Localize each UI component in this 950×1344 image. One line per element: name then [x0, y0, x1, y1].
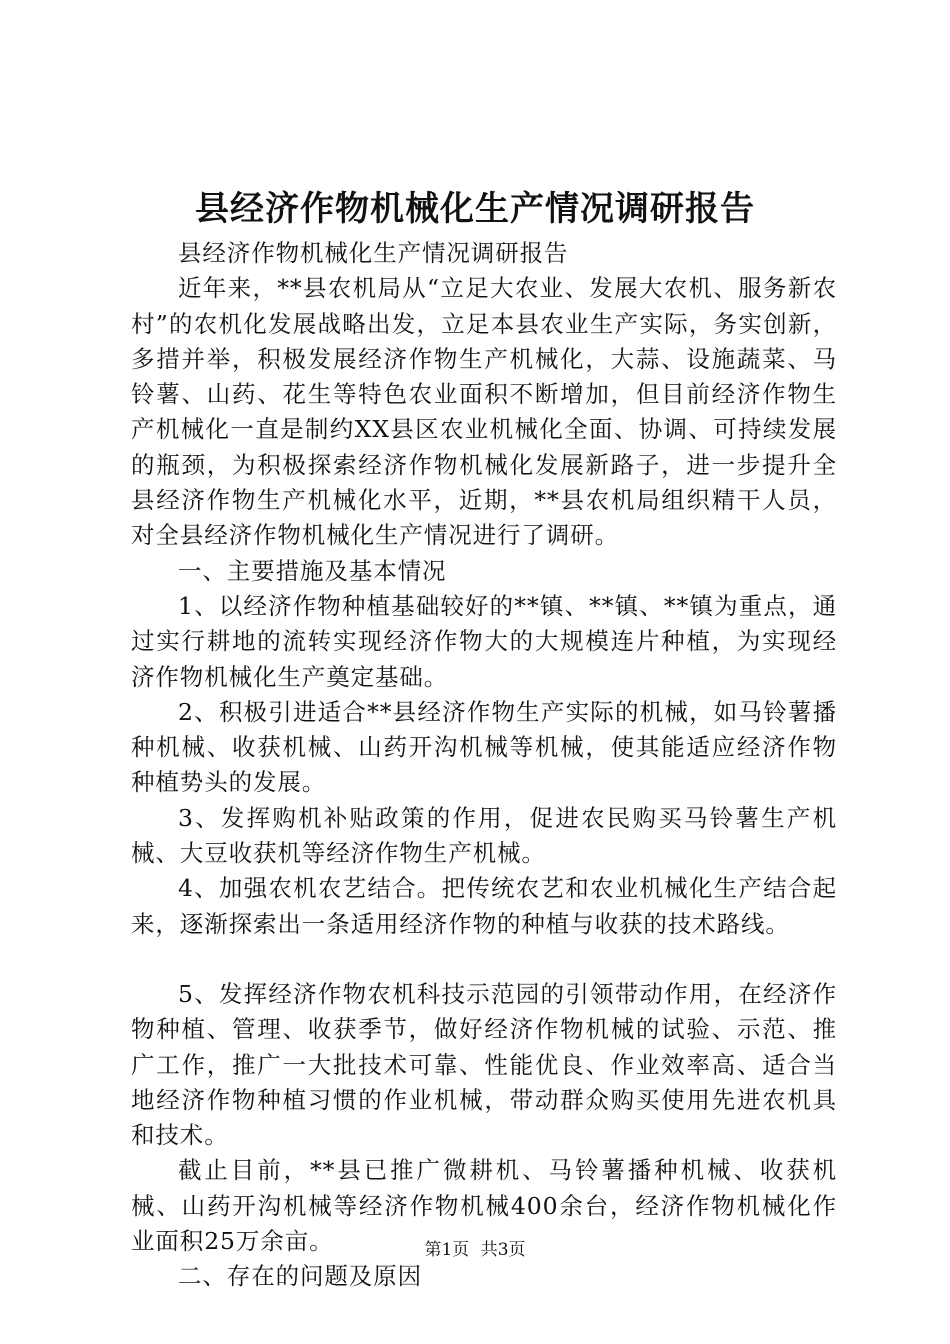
paragraph-measure-3: 3、发挥购机补贴政策的作用，促进农民购买马铃薯生产机械、大豆收获机等经济作物生产机械。 — [131, 803, 837, 868]
paragraph-measure-4: 4、加强农机农艺结合。把传统农艺和农业机械化生产结合起来，逐渐探索出一条适用经济作物的种植与收获的技术路线。 — [131, 874, 837, 938]
paragraph-measure-5: 5、发挥经济作物农机科技示范园的引领带动作用，在经济作物种植、管理、收获季节，做好经济作物机械的试验、示范、推广工作，推广一大批技术可靠、性能优良、作业效率高、适合当地经济作物种植习惯的作业机械，带动群众购买使用先进农机具和技术。 — [131, 979, 837, 1150]
paragraph-measure-2: 2、积极引进适合**县经济作物生产实际的机械，如马铃薯播种机械、收获机械、山药开沟机械等机械，使其能适应经济作物种植势头的发展。 — [131, 697, 837, 797]
document-title: 县经济作物机械化生产情况调研报告 — [195, 189, 755, 229]
paragraph-measure-1: 1、以经济作物种植基础较好的**镇、**镇、**镇为重点，通过实行耕地的流转实现经济作物大的大规模连片种植，为实现经济作物机械化生产奠定基础。 — [131, 591, 837, 691]
page-number: 第1页 — [424, 1240, 470, 1260]
paragraph-subtitle: 县经济作物机械化生产情况调研报告 — [178, 239, 569, 267]
page-total: 共3页 — [480, 1240, 526, 1260]
section-heading-problems: 二、存在的问题及原因 — [178, 1262, 422, 1291]
document-body — [131, 236, 837, 1295]
paragraph-summary: 截止目前，**县已推广微耕机、马铃薯播种机械、收获机械、山药开沟机械等经济作物机械400余台，经济作物机械化作业面积25万余亩。 — [131, 1156, 837, 1256]
section-heading-measures: 一、主要措施及基本情况 — [178, 556, 447, 585]
paragraph-intro: 近年来，**县农机局从“立足大农业、发展大农机、服务新农村”的农机化发展战略出发，立足本县农业生产实际，务实创新，多措并举，积极发展经济作物生产机械化，大蒜、设施蔬菜、马铃薯、山药、花生等特色农业面积不断增加，但目前经济作物生产机械化一直是制约XX县区农业机械化全面、协调、可持续发展的瓶颈，为积极探索经济作物机械化发展新路子，进一步提升全县经济作物生产机械化水平，近期，**县农机局组织精干人员，对全县经济作物机械化生产情况进行了调研。 — [131, 274, 837, 550]
page-footer — [0, 1238, 950, 1262]
